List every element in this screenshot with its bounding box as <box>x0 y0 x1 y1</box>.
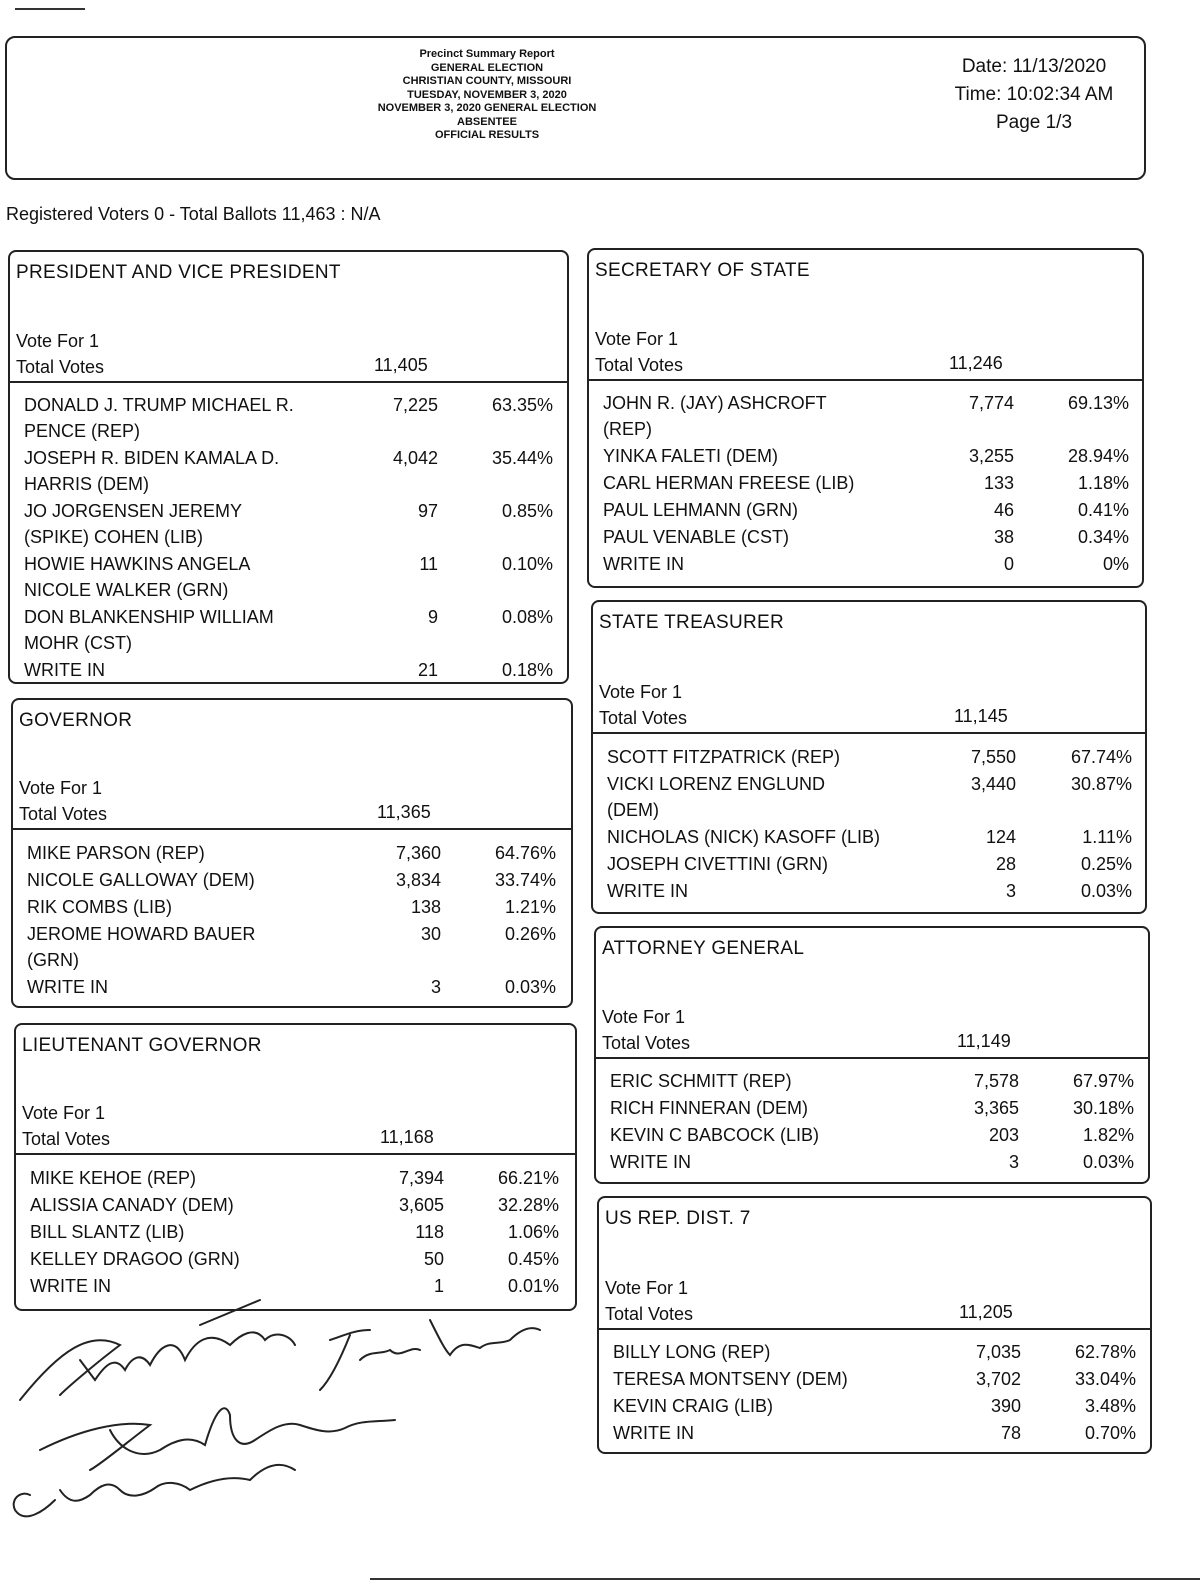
candidate-percent: 0.85% <box>501 501 553 521</box>
report-status: OFFICIAL RESULTS <box>434 129 540 141</box>
candidate-percent: 0.25% <box>1080 854 1132 874</box>
candidate-row <box>607 878 1139 904</box>
candidate-votes: 11 <box>419 554 438 574</box>
contest-box <box>8 250 569 684</box>
candidate-name-line: MOHR (CST) <box>24 633 132 653</box>
candidate-percent: 30.18% <box>1072 1098 1134 1118</box>
candidate-name-line: MIKE PARSON (REP) <box>27 843 205 863</box>
contest-divider <box>13 828 571 830</box>
candidate-name-line: HOWIE HAWKINS ANGELA <box>24 554 251 574</box>
candidate-name <box>603 497 798 523</box>
total-votes-value: 11,246 <box>949 353 1003 373</box>
candidate-name-line: NICOLE GALLOWAY (DEM) <box>27 870 255 890</box>
candidate-percent: 0.41% <box>1077 500 1129 520</box>
candidate-name-line: ERIC SCHMITT (REP) <box>610 1071 792 1091</box>
candidate-name <box>603 390 827 442</box>
candidate-row <box>603 443 1136 469</box>
candidate-name <box>603 470 854 496</box>
total-votes-label: Total Votes <box>605 1304 694 1324</box>
vote-for-label <box>602 1004 690 1056</box>
candidate-name-line: SCOTT FITZPATRICK (REP) <box>607 747 840 767</box>
candidate-row <box>603 497 1136 523</box>
candidate-percent: 32.28% <box>497 1195 559 1215</box>
total-votes-label: Total Votes <box>19 804 108 824</box>
candidate-name <box>30 1246 240 1272</box>
candidate-row <box>24 498 561 550</box>
candidate-row <box>24 604 561 656</box>
candidate-votes: 21 <box>417 660 438 680</box>
vote-for-text: Vote For 1 <box>22 1103 106 1123</box>
candidate-name-line: WRITE IN <box>27 977 108 997</box>
candidate-percent: 0.18% <box>501 660 553 680</box>
candidate-percent: 62.78% <box>1074 1342 1136 1362</box>
candidate-percent: 69.13% <box>1067 393 1129 413</box>
candidate-name-line: JOSEPH R. BIDEN KAMALA D. <box>24 448 280 468</box>
candidate-name-line: HARRIS (DEM) <box>24 474 149 494</box>
candidate-name-line: RIK COMBS (LIB) <box>27 897 173 917</box>
candidate-name-line: PENCE (REP) <box>24 421 141 441</box>
contest-title: GOVERNOR <box>19 710 133 731</box>
candidate-name <box>24 604 274 656</box>
candidate-percent: 63.35% <box>491 395 553 415</box>
report-time: Time: 10:02:34 AM <box>954 84 1114 105</box>
candidate-votes: 9 <box>427 607 438 627</box>
candidate-name <box>613 1420 694 1446</box>
candidate-votes: 3 <box>430 977 441 997</box>
candidate-name <box>24 498 242 550</box>
candidate-percent: 1.21% <box>504 897 556 917</box>
contest-title: LIEUTENANT GOVERNOR <box>22 1035 262 1056</box>
candidate-name <box>613 1393 773 1419</box>
candidate-row <box>603 551 1136 577</box>
candidate-votes: 3,440 <box>970 774 1016 794</box>
candidate-name-line: WRITE IN <box>24 660 105 680</box>
vote-for-label <box>605 1275 693 1327</box>
total-votes-label: Total Votes <box>22 1129 111 1149</box>
candidate-name <box>607 744 840 770</box>
candidate-name-line: JO JORGENSEN JEREMY <box>24 501 243 521</box>
total-votes-value: 11,405 <box>374 355 428 375</box>
vote-for-label <box>599 679 687 731</box>
candidate-name <box>24 392 294 444</box>
candidate-votes: 97 <box>417 501 438 521</box>
candidate-name <box>603 551 684 577</box>
candidate-percent: 33.04% <box>1074 1369 1136 1389</box>
contest-title: SECRETARY OF STATE <box>595 260 810 281</box>
candidate-percent: 0.03% <box>1082 1152 1134 1172</box>
candidate-row <box>603 470 1136 496</box>
candidate-votes: 7,225 <box>392 395 438 415</box>
candidate-votes: 124 <box>985 827 1016 847</box>
candidate-percent: 66.21% <box>497 1168 559 1188</box>
candidate-name-line: PAUL VENABLE (CST) <box>603 527 790 547</box>
candidate-row <box>610 1095 1142 1121</box>
candidate-row <box>613 1366 1144 1392</box>
candidate-row <box>24 551 561 603</box>
vote-for-label <box>595 326 683 378</box>
vote-for-label <box>19 775 107 827</box>
candidate-row <box>30 1219 569 1245</box>
report-ballot-type: ABSENTEE <box>457 115 517 128</box>
candidate-votes: 0 <box>1003 554 1014 574</box>
candidate-percent: 0.03% <box>504 977 556 997</box>
report-subtitle: GENERAL ELECTION <box>430 61 544 74</box>
report-title: Precinct Summary Report <box>419 48 555 60</box>
candidate-name-line: PAUL LEHMANN (GRN) <box>603 500 799 520</box>
candidate-row <box>24 392 561 444</box>
candidate-percent: 0.08% <box>501 607 553 627</box>
candidate-name-line: YINKA FALETI (DEM) <box>603 446 779 466</box>
candidate-percent: 0.70% <box>1084 1423 1136 1443</box>
candidate-name-line: KEVIN CRAIG (LIB) <box>613 1396 774 1416</box>
candidate-name <box>610 1095 808 1121</box>
candidate-row <box>607 824 1139 850</box>
candidate-row <box>613 1339 1144 1365</box>
candidate-percent: 67.74% <box>1070 747 1132 767</box>
candidate-votes: 4,042 <box>392 448 438 468</box>
candidate-name-line: KEVIN C BABCOCK (LIB) <box>610 1125 820 1145</box>
candidate-row <box>30 1165 569 1191</box>
candidate-row <box>603 524 1136 550</box>
total-votes-label: Total Votes <box>599 708 688 728</box>
vote-for-text: Vote For 1 <box>599 682 683 702</box>
candidate-name <box>607 824 880 850</box>
contest-box <box>597 1196 1152 1454</box>
total-votes-value: 11,145 <box>954 706 1008 726</box>
vote-for-label <box>16 328 104 380</box>
candidate-row <box>613 1420 1144 1446</box>
candidate-row <box>607 744 1139 770</box>
contest-divider <box>599 1328 1150 1330</box>
candidate-votes: 78 <box>1000 1423 1021 1443</box>
candidate-votes: 7,394 <box>398 1168 444 1188</box>
candidate-row <box>610 1149 1142 1175</box>
vote-for-text: Vote For 1 <box>16 331 100 351</box>
candidate-row <box>27 867 565 893</box>
candidate-row <box>24 445 561 497</box>
candidate-name-line: JOHN R. (JAY) ASHCROFT <box>603 393 827 413</box>
candidate-votes: 7,035 <box>975 1342 1021 1362</box>
candidate-percent: 30.87% <box>1070 774 1132 794</box>
vote-for-text: Vote For 1 <box>595 329 679 349</box>
candidate-name <box>27 894 172 920</box>
candidate-votes: 3,255 <box>968 446 1014 466</box>
candidate-votes: 3,702 <box>975 1369 1021 1389</box>
contest-divider <box>593 732 1145 734</box>
contest-box <box>587 248 1144 588</box>
candidate-row <box>603 390 1136 442</box>
candidate-name <box>610 1068 792 1094</box>
candidate-votes: 7,550 <box>970 747 1016 767</box>
total-votes-label: Total Votes <box>602 1033 691 1053</box>
candidate-name-line: ALISSIA CANADY (DEM) <box>30 1195 234 1215</box>
candidate-votes: 203 <box>988 1125 1019 1145</box>
contest-box <box>11 698 573 1008</box>
candidate-percent: 33.74% <box>494 870 556 890</box>
candidate-row <box>607 851 1139 877</box>
candidate-votes: 7,774 <box>968 393 1014 413</box>
candidate-name <box>27 867 255 893</box>
candidate-percent: 0.01% <box>507 1276 559 1296</box>
report-meta <box>934 53 1134 137</box>
candidate-name <box>30 1165 196 1191</box>
candidate-name <box>607 878 688 904</box>
candidate-name <box>30 1192 234 1218</box>
candidate-percent: 1.18% <box>1077 473 1129 493</box>
contest-box <box>14 1023 577 1311</box>
candidate-name-line: (DEM) <box>607 800 659 820</box>
total-votes-label: Total Votes <box>16 357 105 377</box>
vote-for-text: Vote For 1 <box>602 1007 686 1027</box>
candidate-name-line: WRITE IN <box>30 1276 111 1296</box>
candidate-row <box>27 840 565 866</box>
candidate-name-line: WRITE IN <box>613 1423 694 1443</box>
candidate-votes: 7,578 <box>973 1071 1019 1091</box>
candidate-name-line: JOSEPH CIVETTINI (GRN) <box>607 854 829 874</box>
candidate-row <box>610 1122 1142 1148</box>
candidate-votes: 390 <box>990 1396 1021 1416</box>
candidate-name-line: WRITE IN <box>603 554 684 574</box>
candidate-name-line: RICH FINNERAN (DEM) <box>610 1098 808 1118</box>
report-header <box>5 36 1146 180</box>
contest-divider <box>16 1153 575 1155</box>
candidate-votes: 138 <box>410 897 441 917</box>
candidate-name-line: MIKE KEHOE (REP) <box>30 1168 197 1188</box>
candidate-name-line: DON BLANKENSHIP WILLIAM <box>24 607 274 627</box>
candidate-row <box>27 974 565 1000</box>
vote-for-text: Vote For 1 <box>19 778 103 798</box>
total-votes-value: 11,149 <box>957 1031 1011 1051</box>
candidate-name <box>607 771 825 823</box>
candidate-row <box>27 921 565 973</box>
candidate-row <box>613 1393 1144 1419</box>
report-page: Page 1/3 <box>995 112 1073 133</box>
report-title-block <box>337 48 637 143</box>
contest-divider <box>10 381 567 383</box>
vote-for-text: Vote For 1 <box>605 1278 689 1298</box>
report-day: TUESDAY, NOVEMBER 3, 2020 <box>407 88 567 101</box>
candidate-percent: 0.10% <box>501 554 553 574</box>
total-votes-value: 11,168 <box>380 1127 434 1147</box>
candidate-votes: 133 <box>983 473 1014 493</box>
candidate-name <box>603 524 789 550</box>
footer-rule <box>370 1578 1200 1580</box>
candidate-votes: 50 <box>423 1249 444 1269</box>
candidate-votes: 30 <box>420 924 441 944</box>
candidate-row <box>27 894 565 920</box>
candidate-name-line: CARL HERMAN FREESE (LIB) <box>603 473 855 493</box>
candidate-percent: 1.82% <box>1082 1125 1134 1145</box>
candidate-votes: 3,365 <box>973 1098 1019 1118</box>
candidate-percent: 28.94% <box>1067 446 1129 466</box>
candidate-name-line: WRITE IN <box>607 881 688 901</box>
candidate-votes: 118 <box>415 1222 444 1242</box>
candidate-row <box>610 1068 1142 1094</box>
candidate-name <box>27 840 205 866</box>
candidate-name <box>603 443 778 469</box>
candidate-votes: 38 <box>993 527 1014 547</box>
candidate-name-line: BILL SLANTZ (LIB) <box>30 1222 185 1242</box>
contest-divider <box>589 379 1142 381</box>
candidate-name-line: VICKI LORENZ ENGLUND <box>607 774 826 794</box>
candidate-name <box>613 1366 848 1392</box>
signatures <box>0 1290 600 1590</box>
candidate-votes: 3 <box>1005 881 1016 901</box>
candidate-name-line: NICOLE WALKER (GRN) <box>24 580 229 600</box>
candidate-name-line: KELLEY DRAGOO (GRN) <box>30 1249 240 1269</box>
candidate-name-line: TERESA MONTSENY (DEM) <box>613 1369 848 1389</box>
contest-title: ATTORNEY GENERAL <box>602 938 805 959</box>
candidate-votes: 28 <box>995 854 1016 874</box>
report-county: CHRISTIAN COUNTY, MISSOURI <box>402 75 572 87</box>
candidate-name <box>613 1339 770 1365</box>
candidate-row <box>30 1192 569 1218</box>
registered-voters-line: Registered Voters 0 - Total Ballots 11,463 : N/A <box>6 204 381 224</box>
candidate-name <box>610 1149 691 1175</box>
candidate-percent: 0.34% <box>1077 527 1129 547</box>
candidate-name <box>610 1122 819 1148</box>
candidate-name <box>30 1219 184 1245</box>
candidate-name-line: BILLY LONG (REP) <box>613 1342 771 1362</box>
candidate-percent: 64.76% <box>494 843 556 863</box>
candidate-votes: 3,605 <box>398 1195 444 1215</box>
candidate-name <box>27 921 255 973</box>
candidate-percent: 0% <box>1102 554 1129 574</box>
candidate-row <box>30 1246 569 1272</box>
contest-box <box>594 926 1150 1184</box>
candidate-name <box>24 551 250 603</box>
candidate-name <box>24 445 279 497</box>
candidate-name-line: (SPIKE) COHEN (LIB) <box>24 527 204 547</box>
candidate-row <box>607 771 1139 823</box>
candidate-name-line: (REP) <box>603 419 652 439</box>
candidate-name-line: NICHOLAS (NICK) KASOFF (LIB) <box>607 827 881 847</box>
candidate-votes: 7,360 <box>395 843 441 863</box>
candidate-percent: 1.11% <box>1082 827 1132 847</box>
candidate-percent: 0.45% <box>507 1249 559 1269</box>
candidate-percent: 0.26% <box>504 924 556 944</box>
scan-mark <box>15 8 85 10</box>
total-votes-value: 11,365 <box>377 802 431 822</box>
contest-divider <box>596 1057 1148 1059</box>
contest-title: PRESIDENT AND VICE PRESIDENT <box>16 262 341 283</box>
candidate-name-line: DONALD J. TRUMP MICHAEL R. <box>24 395 294 415</box>
candidate-name-line: JEROME HOWARD BAUER <box>27 924 256 944</box>
candidate-row <box>24 657 561 683</box>
candidate-percent: 35.44% <box>491 448 553 468</box>
total-votes-label: Total Votes <box>595 355 684 375</box>
candidate-percent: 67.97% <box>1072 1071 1134 1091</box>
contest-box <box>591 600 1147 914</box>
contest-title: US REP. DIST. 7 <box>605 1208 751 1229</box>
candidate-percent: 0.03% <box>1080 881 1132 901</box>
candidate-votes: 3,834 <box>395 870 441 890</box>
report-election: NOVEMBER 3, 2020 GENERAL ELECTION <box>377 102 597 114</box>
candidate-percent: 3.48% <box>1084 1396 1136 1416</box>
candidate-votes: 3 <box>1008 1152 1019 1172</box>
candidate-name <box>607 851 828 877</box>
candidate-name <box>24 657 105 683</box>
total-votes-value: 11,205 <box>959 1302 1013 1322</box>
candidate-votes: 1 <box>433 1276 444 1296</box>
vote-for-label <box>22 1100 110 1152</box>
candidate-name-line: WRITE IN <box>610 1152 691 1172</box>
contest-title: STATE TREASURER <box>599 612 785 633</box>
candidate-name <box>27 974 108 1000</box>
report-date: Date: 11/13/2020 <box>961 56 1107 77</box>
candidate-votes: 46 <box>993 500 1014 520</box>
candidate-name-line: (GRN) <box>27 950 79 970</box>
candidate-percent: 1.06% <box>507 1222 559 1242</box>
